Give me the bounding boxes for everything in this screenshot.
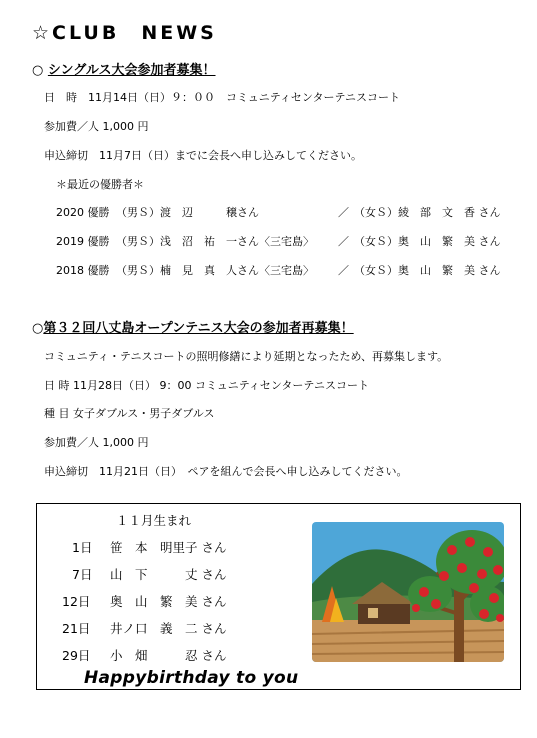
winner-separator: ／: [338, 235, 349, 248]
winner-separator: ／: [338, 264, 349, 277]
section2-event: 種 目 女子ダブルス・男子ダブルス: [44, 407, 215, 420]
birthday-day: 12日: [62, 594, 91, 609]
birthday-day: 7日: [72, 567, 93, 582]
birthday-day: 21日: [62, 621, 91, 636]
section2-date: 日 時 11月28日（日） 9：00 コミュニティセンターテニスコート: [44, 379, 369, 392]
section1-heading: [32, 59, 216, 78]
winner-women: （女Ｓ）綾 部 文 香 さん: [354, 206, 501, 219]
winner-men: （男Ｓ）浅 沼 祐 一さん〈三宅島〉: [116, 235, 314, 248]
birthday-name: 井ノ口 義 二 さん: [110, 621, 227, 636]
autumn-apple-tree-farmhouse-illustration: [312, 522, 504, 662]
winner-men: （男Ｓ）渡 辺 穣さん: [116, 206, 259, 219]
birthday-day: 1日: [72, 540, 93, 555]
birthday-heading: １１月生まれ: [116, 513, 192, 528]
section1-title: シングルス大会参加者募集！: [47, 63, 216, 78]
birthday-name: 山 下 丈 さん: [110, 567, 227, 582]
section2-title: 第３２回八丈島オープンテニス大会の参加者再募集！: [43, 321, 354, 336]
section2-fee: 参加費／人 1,000 円: [44, 436, 149, 449]
birthday-day: 29日: [62, 648, 91, 663]
circle-bullet: ○: [32, 63, 44, 78]
winner-year: 2020 優勝: [56, 206, 110, 219]
house-window: [368, 608, 378, 618]
winners-heading: ＊最近の優勝者＊: [56, 178, 144, 191]
winner-men: （男Ｓ）楠 見 真 人さん〈三宅島〉: [116, 264, 314, 277]
section1-deadline: 申込締切 11月7日（日）までに会長へ申し込みしてください。: [44, 149, 362, 162]
winner-year: 2019 優勝: [56, 235, 110, 248]
section2-intro: コミュニティ・テニスコートの照明修繕により延期となったため、再募集します。: [44, 350, 449, 363]
page-title: ☆CLUB NEWS: [32, 22, 217, 44]
winner-year: 2018 優勝: [56, 264, 110, 277]
circle-bullet: ○: [32, 321, 44, 336]
winner-women: （女Ｓ）奥 山 繁 美 さん: [354, 235, 501, 248]
section1-date: 日 時 11月14日（日）９：００ コミュニティセンターテニスコート: [44, 91, 401, 104]
winner-separator: ／: [338, 206, 349, 219]
illustration-svg: [312, 522, 504, 662]
birthday-greeting: Happybirthday to you: [84, 668, 299, 688]
birthday-name: 笹 本 明里子 さん: [110, 540, 227, 555]
house-wall: [358, 604, 410, 624]
birthday-name: 奥 山 繁 美 さん: [110, 594, 227, 609]
birthday-name: 小 畑 忍 さん: [110, 648, 227, 663]
apple-tree-trunk: [454, 582, 464, 662]
section1-fee: 参加費／人 1,000 円: [44, 120, 149, 133]
section2-deadline: 申込締切 11月21日（日） ペアを組んで会長へ申し込みしてください。: [44, 465, 408, 478]
section2-heading: [32, 317, 354, 336]
winner-women: （女Ｓ）奥 山 繁 美 さん: [354, 264, 501, 277]
